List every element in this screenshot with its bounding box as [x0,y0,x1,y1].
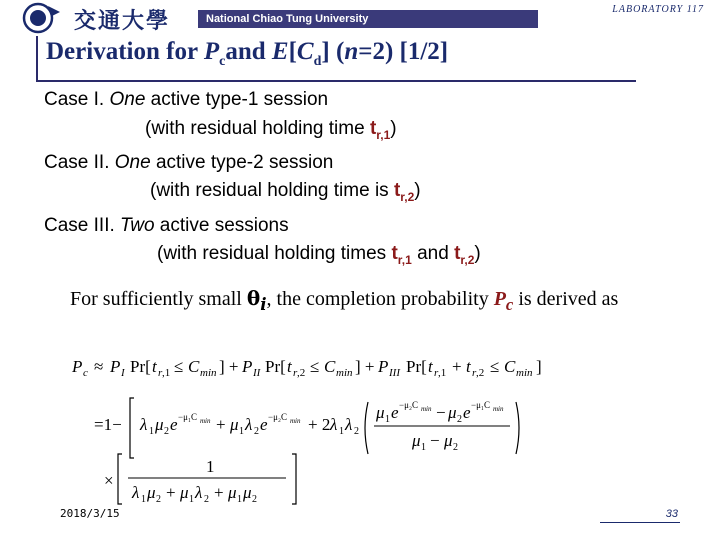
svg-text:2: 2 [254,426,259,437]
svg-text:μ: μ [376,403,385,422]
case-3-var-1-symbol: t [391,243,398,265]
svg-text:−μ₁C: −μ₁C [471,400,491,410]
case-3-var-1-sub: r,1 [397,252,412,267]
svg-text:λ: λ [245,415,253,434]
title-p-symbol: P [203,38,220,65]
svg-text:,1: ,1 [162,367,171,379]
svg-text:μ: μ [180,483,189,502]
theta-char: θ [246,286,261,310]
svg-text:μ: μ [444,431,453,450]
university-name-cn: 交通大學 [74,8,171,34]
svg-text:2: 2 [204,494,209,505]
title-e-symbol: E [271,38,289,65]
title-c-sub: d [313,54,322,69]
svg-text:,2: ,2 [476,367,485,379]
title-c-symbol: C [296,38,314,65]
svg-text:P: P [242,357,253,376]
svg-text:r: r [434,367,439,379]
svg-text:r: r [158,367,163,379]
svg-text:λ: λ [345,415,353,434]
case-3-var-1 [391,243,412,267]
svg-text:λ: λ [330,415,338,434]
case-3-detail-suffix: ) [474,243,481,265]
case-2-detail-suffix: ) [414,180,421,202]
case-1-italic: One [109,89,146,110]
para-before: For sufficiently small [70,288,247,310]
svg-text:−μ₁C: −μ₁C [178,412,198,422]
case-1-var [369,117,391,142]
svg-text:2: 2 [453,442,458,453]
case-3-detail-prefix: (with residual holding times [157,243,392,265]
svg-text:2: 2 [156,494,161,505]
formula-line-3 [104,454,296,505]
lab-label: LABORATORY 117 [612,4,704,15]
svg-text:−μ₂C: −μ₂C [268,412,288,422]
svg-text:e: e [463,403,471,422]
svg-text:≈: ≈ [94,357,104,376]
title-suffix: =2) [1/2] [358,38,449,65]
svg-text:t: t [428,357,433,376]
case-3-var-2 [454,243,475,267]
svg-text:μ: μ [448,403,457,422]
svg-text:×: × [104,471,114,490]
case-1-detail [44,115,481,149]
svg-text:] +: ] + [355,357,375,376]
svg-text:−: − [436,403,446,422]
svg-text:r: r [293,367,298,379]
svg-text:+: + [216,415,226,434]
svg-text:e: e [391,403,399,422]
case-3-var-2-symbol: t [454,243,461,265]
formula-line-2 [94,398,519,458]
svg-text:t: t [152,357,157,376]
svg-text:P: P [378,357,389,376]
svg-text:min: min [421,405,432,413]
svg-text:e: e [170,415,178,434]
university-logo-icon [22,2,62,34]
svg-text:+ 2: + 2 [308,415,331,434]
title-rule-horizontal [36,80,636,82]
svg-text:1: 1 [237,494,242,505]
case-3-joiner: and [411,243,455,265]
svg-text:1: 1 [149,426,154,437]
svg-text:III: III [389,367,400,379]
svg-text:r: r [472,367,477,379]
svg-text:min: min [200,417,211,425]
svg-text:II: II [253,367,261,379]
svg-text:,1: ,1 [438,367,447,379]
completion-probability-paragraph [70,286,690,317]
svg-text:] +: ] + [219,357,239,376]
case-1-label: Case I. [44,89,110,110]
header-bar [0,0,720,36]
svg-text:−: − [430,431,440,450]
svg-text:μ: μ [228,483,237,502]
svg-text:min: min [336,367,353,379]
theta-symbol [246,286,267,314]
case-1-detail-suffix: ) [390,117,397,139]
svg-text:1: 1 [206,457,215,476]
svg-text:P: P [72,357,83,376]
para-middle: , the completion probability [266,288,494,310]
title-p-sub: c [219,54,226,69]
completion-probability-formula [64,348,644,508]
formula-line-1 [71,357,542,379]
svg-text:2: 2 [354,426,359,437]
pc-sub: c [505,295,514,314]
case-3-rest: active sessions [154,214,289,236]
theta-sub: i [260,294,267,314]
svg-text:2: 2 [457,414,462,425]
svg-text:c: c [83,367,88,379]
svg-text:1: 1 [239,426,244,437]
footer-date: 2018/3/15 [60,507,120,520]
svg-text:λ: λ [140,415,148,434]
svg-text:1: 1 [189,494,194,505]
svg-text:+: + [166,483,176,502]
svg-text:C: C [324,357,336,376]
case-3-label: Case III. [44,214,121,236]
title-n-symbol: n [344,38,359,65]
svg-text:μ: μ [243,483,252,502]
case-2-heading [44,149,481,178]
title-bracket-close: ] ( [321,38,345,65]
svg-text:t: t [466,357,471,376]
title-bracket-open: [ [288,38,297,65]
svg-text:2: 2 [252,494,257,505]
case-1-detail-prefix: (with residual holding time [145,117,370,139]
svg-text:λ: λ [132,483,140,502]
case-1-var-symbol: t [369,117,377,139]
svg-text:I: I [121,367,125,379]
university-name-en: National Chiao Tung University [198,10,538,28]
svg-text:C: C [188,357,200,376]
svg-text:Pr[: Pr[ [406,357,427,376]
svg-text:1: 1 [339,426,344,437]
case-3-detail [44,240,481,274]
case-2-var [393,180,415,205]
svg-text:≤: ≤ [174,357,184,376]
pc-symbol [493,288,514,314]
svg-text:e: e [260,415,268,434]
case-2-detail [44,177,481,211]
case-2-var-symbol: t [393,180,401,202]
svg-text:Pr[: Pr[ [130,357,151,376]
svg-text:μ: μ [412,431,421,450]
case-2-italic: One [114,151,151,173]
svg-text:≤: ≤ [490,357,500,376]
case-1-heading [44,86,481,115]
case-1-var-sub: r,1 [376,127,391,142]
svg-text:2: 2 [164,426,169,437]
svg-text:+: + [214,483,224,502]
svg-text:min: min [200,367,217,379]
page-title [46,38,448,70]
svg-text:Pr[: Pr[ [265,357,286,376]
title-prefix: Derivation for [46,38,204,65]
svg-text:μ: μ [147,483,156,502]
svg-text:1: 1 [421,442,426,453]
svg-text:C: C [504,357,516,376]
svg-text:λ: λ [195,483,203,502]
case-2-var-sub: r,2 [400,190,415,205]
pc-char: P [493,288,506,310]
case-3-var-2-sub: r,2 [460,252,475,267]
case-3-heading [44,212,481,241]
case-3-italic: Two [120,214,155,236]
svg-text:,2: ,2 [297,367,306,379]
svg-text:]: ] [536,357,542,376]
svg-text:1: 1 [385,414,390,425]
svg-text:+: + [452,357,462,376]
title-rule-vertical [36,36,38,82]
para-after: is derived as [513,288,619,310]
svg-text:P: P [110,357,121,376]
svg-text:≤: ≤ [310,357,320,376]
svg-text:μ: μ [155,415,164,434]
svg-text:−μ₂C: −μ₂C [399,400,419,410]
svg-text:min: min [290,417,301,425]
case-2-rest: active type-2 session [150,151,334,173]
title-mid: and [225,38,272,65]
case-1-rest: active type-1 session [145,89,329,110]
svg-text:μ: μ [230,415,239,434]
svg-text:1: 1 [141,494,146,505]
case-2-detail-prefix: (with residual holding time is [150,180,394,202]
svg-text:min: min [516,367,533,379]
svg-text:t: t [287,357,292,376]
svg-text:=1−: =1− [94,415,122,434]
case-list [44,86,481,274]
page-number: 33 [665,508,678,520]
case-2-label: Case II. [44,151,115,173]
footer-rule [600,522,680,523]
svg-text:min: min [493,405,504,413]
